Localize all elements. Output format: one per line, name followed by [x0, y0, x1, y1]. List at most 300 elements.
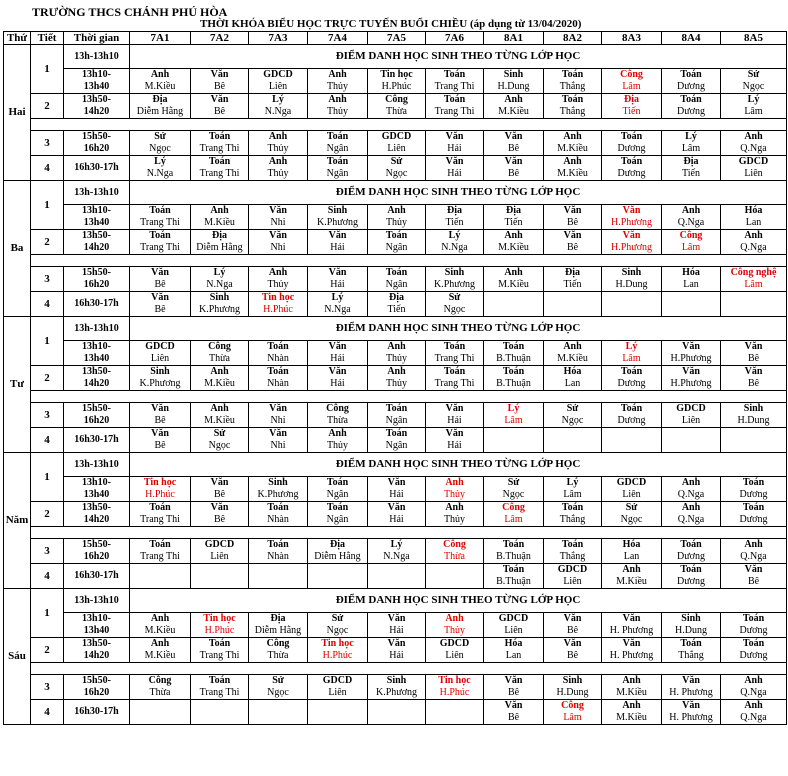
subject-cell: Văn	[308, 267, 368, 280]
time-slot: 13h-13h10	[64, 453, 130, 477]
teacher-cell: Thủy	[308, 106, 368, 119]
teacher-cell: Thừa	[191, 353, 249, 366]
teacher-cell: Dương	[662, 551, 721, 564]
teacher-cell: Liên	[426, 650, 484, 663]
subject-cell	[249, 564, 308, 577]
subject-cell: Anh	[426, 502, 484, 515]
time-slot	[64, 292, 130, 317]
teacher-cell: Bê	[721, 576, 787, 589]
teacher-cell: Tiến	[662, 168, 721, 181]
teacher-cell: H.Dung	[602, 279, 662, 292]
header-thu: Thứ	[4, 32, 31, 45]
teacher-cell	[368, 712, 426, 725]
teacher-cell: H.Phúc	[368, 81, 426, 94]
subject-cell: GDCD	[602, 477, 662, 490]
subject-cell: Toán	[308, 477, 368, 490]
period-number: 3	[31, 539, 64, 564]
teacher-cell	[484, 440, 544, 453]
separator-cell	[31, 663, 787, 675]
day-label: Sáu	[4, 589, 31, 725]
time-line: 15h50-	[82, 539, 111, 550]
subject-cell: Toán	[484, 539, 544, 552]
header-class: 7A5	[368, 32, 426, 45]
teacher-cell: Liên	[308, 687, 368, 700]
subject-cell: Toán	[721, 613, 787, 626]
teacher-cell: Ngân	[368, 242, 426, 255]
subject-cell: Anh	[426, 613, 484, 626]
subject-cell	[484, 428, 544, 441]
subject-cell: Địa	[602, 94, 662, 107]
subject-cell: Anh	[130, 69, 191, 82]
subject-cell: Sử	[308, 613, 368, 626]
separator-cell	[31, 119, 787, 131]
teacher-cell	[544, 440, 602, 453]
teacher-cell: Bê	[544, 242, 602, 255]
subject-cell: Toán	[662, 564, 721, 577]
time-line: 13h10-	[82, 205, 111, 216]
period-number: 2	[31, 366, 64, 391]
subject-cell: Anh	[130, 638, 191, 651]
subject-cell: Toán	[662, 638, 721, 651]
school-name: TRƯỜNG THCS CHÁNH PHÚ HÒA	[32, 5, 228, 19]
subject-cell: Anh	[662, 477, 721, 490]
subject-cell: Toán	[308, 502, 368, 515]
subject-row	[4, 675, 787, 688]
teacher-cell: M.Kiều	[602, 712, 662, 725]
teacher-cell: Thủy	[368, 353, 426, 366]
teacher-cell: Ngọc	[602, 514, 662, 527]
teacher-cell: K.Phương	[308, 217, 368, 230]
teacher-cell: Hải	[308, 242, 368, 255]
subject-cell: GDCD	[191, 539, 249, 552]
subject-cell	[191, 700, 249, 713]
subject-cell: Anh	[721, 675, 787, 688]
teacher-cell: Lan	[544, 378, 602, 391]
teacher-cell: Diễm Hằng	[191, 242, 249, 255]
teacher-cell: H.Phúc	[249, 304, 308, 317]
time-slot	[64, 403, 130, 428]
period-number: 1	[31, 45, 64, 94]
teacher-cell: Bê	[130, 415, 191, 428]
header-tiet: Tiết	[31, 32, 64, 45]
subject-cell: Toán	[602, 403, 662, 416]
subject-row	[4, 700, 787, 713]
teacher-cell: M.Kiều	[130, 650, 191, 663]
subject-row	[4, 539, 787, 552]
subject-row	[4, 230, 787, 243]
teacher-cell	[308, 712, 368, 725]
subject-cell: Địa	[130, 94, 191, 107]
time-line: 14h20	[83, 242, 110, 253]
subject-cell: Toán	[249, 539, 308, 552]
subject-row	[4, 292, 787, 305]
teacher-cell: Bê	[484, 712, 544, 725]
subject-cell: Văn	[368, 477, 426, 490]
teacher-cell: Ngọc	[484, 489, 544, 502]
subject-cell: Văn	[602, 205, 662, 218]
teacher-cell: Dương	[721, 514, 787, 527]
teacher-cell: Trang Thi	[130, 242, 191, 255]
teacher-cell: Diễm Hằng	[249, 625, 308, 638]
subject-cell	[249, 700, 308, 713]
subject-cell: Văn	[602, 638, 662, 651]
period-number: 3	[31, 131, 64, 156]
teacher-cell: Thắng	[544, 551, 602, 564]
subject-row	[4, 564, 787, 577]
subject-cell: Toán	[130, 205, 191, 218]
subject-cell: Văn	[368, 502, 426, 515]
subject-cell: Công	[484, 502, 544, 515]
teacher-cell: N.Nga	[368, 551, 426, 564]
header-class: 8A3	[602, 32, 662, 45]
teacher-cell: Diễm Hằng	[130, 106, 191, 119]
subject-cell: Văn	[426, 428, 484, 441]
teacher-cell: Bê	[191, 106, 249, 119]
teacher-cell: Ngọc	[130, 143, 191, 156]
period-number: 1	[31, 181, 64, 230]
subject-cell: Anh	[368, 341, 426, 354]
teacher-cell: Ngọc	[426, 304, 484, 317]
teacher-cell: M.Kiều	[130, 625, 191, 638]
subject-cell: Văn	[191, 69, 249, 82]
teacher-cell: Trang Thi	[426, 353, 484, 366]
time-line: 13h50-	[82, 230, 111, 241]
subject-cell: Văn	[368, 638, 426, 651]
teacher-cell: M.Kiều	[191, 378, 249, 391]
subject-cell	[308, 564, 368, 577]
subject-cell	[426, 564, 484, 577]
subject-cell: Toán	[544, 502, 602, 515]
subject-cell: Văn	[130, 292, 191, 305]
subject-row	[4, 69, 787, 82]
subject-cell: Địa	[426, 205, 484, 218]
subject-cell: Văn	[308, 366, 368, 379]
teacher-cell: Ngọc	[721, 81, 787, 94]
subject-cell: Lý	[602, 341, 662, 354]
subject-cell: Văn	[130, 267, 191, 280]
subject-cell: Địa	[662, 156, 721, 169]
teacher-cell: K.Phương	[191, 304, 249, 317]
time-line: 14h20	[83, 650, 110, 661]
header-class: 7A1	[130, 32, 191, 45]
period-number: 1	[31, 317, 64, 366]
teacher-cell: Lâm	[721, 106, 787, 119]
attendance-banner: ĐIỂM DANH HỌC SINH THEO TỪNG LỚP HỌC	[130, 589, 787, 613]
teacher-cell	[662, 304, 721, 317]
teacher-cell: Ngọc	[368, 168, 426, 181]
teacher-cell: Q.Nga	[721, 143, 787, 156]
header-class: 7A3	[249, 32, 308, 45]
teacher-cell: M.Kiều	[130, 81, 191, 94]
teacher-cell: N.Nga	[249, 106, 308, 119]
time-slot	[64, 230, 130, 255]
teacher-cell	[249, 712, 308, 725]
subject-cell: Văn	[544, 613, 602, 626]
subject-cell: Văn	[308, 230, 368, 243]
separator-row	[4, 527, 787, 539]
teacher-cell: Ngọc	[544, 415, 602, 428]
subject-cell: Toán	[484, 341, 544, 354]
subject-cell: Sinh	[249, 477, 308, 490]
teacher-cell: M.Kiều	[191, 217, 249, 230]
time-slot	[64, 539, 130, 564]
subject-cell: Tin học	[249, 292, 308, 305]
subject-cell: Toán	[426, 341, 484, 354]
subject-cell: Toán	[368, 267, 426, 280]
period-number: 2	[31, 94, 64, 119]
teacher-cell: Nhàn	[249, 551, 308, 564]
subject-row	[4, 477, 787, 490]
subject-cell: Sử	[544, 403, 602, 416]
teacher-cell: Dương	[662, 106, 721, 119]
subject-cell: Anh	[544, 341, 602, 354]
subject-cell: Sinh	[191, 292, 249, 305]
teacher-cell: Nhi	[249, 242, 308, 255]
subject-cell: Văn	[602, 613, 662, 626]
subject-cell	[721, 292, 787, 305]
subject-cell: Địa	[191, 230, 249, 243]
subject-cell: Văn	[662, 341, 721, 354]
period-number: 4	[31, 156, 64, 181]
subject-cell: Toán	[484, 564, 544, 577]
subject-cell: Văn	[249, 205, 308, 218]
subject-cell: Công	[544, 700, 602, 713]
subject-cell: Anh	[191, 403, 249, 416]
teacher-cell: Q.Nga	[721, 242, 787, 255]
teacher-cell: Lâm	[662, 242, 721, 255]
teacher-cell: Lâm	[602, 353, 662, 366]
teacher-cell	[130, 576, 191, 589]
teacher-cell: Q.Nga	[662, 217, 721, 230]
time-slot	[64, 69, 130, 94]
teacher-cell: Trang Thi	[130, 217, 191, 230]
subject-cell: Anh	[308, 428, 368, 441]
subject-row	[4, 267, 787, 280]
teacher-cell: Bê	[544, 217, 602, 230]
subject-cell: GDCD	[308, 675, 368, 688]
subject-cell: Hóa	[484, 638, 544, 651]
subject-cell: Lý	[249, 94, 308, 107]
attendance-banner: ĐIỂM DANH HỌC SINH THEO TỪNG LỚP HỌC	[130, 45, 787, 69]
teacher-cell: K.Phương	[426, 279, 484, 292]
subject-cell: Công	[130, 675, 191, 688]
teacher-cell: Nhàn	[249, 378, 308, 391]
teacher-cell: Tiến	[426, 217, 484, 230]
teacher-cell: Liên	[130, 353, 191, 366]
teacher-cell: Bê	[484, 687, 544, 700]
teacher-cell: Trang Thi	[191, 143, 249, 156]
time-line: 13h40	[83, 217, 110, 228]
subject-cell: Sinh	[721, 403, 787, 416]
time-slot: 13h-13h10	[64, 317, 130, 341]
teacher-cell	[191, 712, 249, 725]
subject-cell: Văn	[191, 502, 249, 515]
time-line: 15h50-	[82, 403, 111, 414]
teacher-cell: Hải	[308, 279, 368, 292]
time-line: 16h30-17h	[74, 162, 119, 173]
time-slot	[64, 94, 130, 119]
header-class: 7A4	[308, 32, 368, 45]
teacher-cell: Nhàn	[249, 514, 308, 527]
subject-cell: Toán	[426, 94, 484, 107]
teacher-cell: H.Phương	[602, 217, 662, 230]
teacher-cell: Thừa	[130, 687, 191, 700]
teacher-cell: Thủy	[368, 378, 426, 391]
time-line: 13h10-	[82, 341, 111, 352]
teacher-cell: Bê	[484, 168, 544, 181]
teacher-cell: B.Thuận	[484, 378, 544, 391]
period-number: 4	[31, 700, 64, 725]
subject-cell: Toán	[308, 131, 368, 144]
subject-cell: Văn	[249, 230, 308, 243]
subject-cell: Văn	[426, 403, 484, 416]
teacher-cell: Thừa	[249, 650, 308, 663]
teacher-cell: H. Phương	[662, 687, 721, 700]
separator-row	[4, 255, 787, 267]
teacher-cell: Bê	[130, 279, 191, 292]
teacher-cell: Trang Thi	[191, 168, 249, 181]
subject-cell: Văn	[426, 156, 484, 169]
subject-cell: Anh	[721, 131, 787, 144]
teacher-cell: Bê	[130, 304, 191, 317]
teacher-cell: Liên	[249, 81, 308, 94]
subject-cell: Lý	[662, 131, 721, 144]
teacher-cell: H. Phương	[662, 712, 721, 725]
header-class: 7A6	[426, 32, 484, 45]
subject-cell: Toán	[602, 131, 662, 144]
subject-cell: Văn	[544, 205, 602, 218]
teacher-cell	[249, 576, 308, 589]
teacher-cell: Lâm	[484, 514, 544, 527]
teacher-cell: Nhàn	[249, 353, 308, 366]
teacher-cell: Liên	[484, 625, 544, 638]
subject-cell: Sử	[484, 477, 544, 490]
time-line: 13h50-	[82, 366, 111, 377]
subject-cell: GDCD	[544, 564, 602, 577]
teacher-cell: M.Kiều	[484, 242, 544, 255]
subject-cell	[662, 428, 721, 441]
teacher-cell: Dương	[602, 415, 662, 428]
teacher-cell: Dương	[721, 489, 787, 502]
subject-cell: Văn	[130, 428, 191, 441]
subject-cell: Địa	[368, 292, 426, 305]
teacher-cell: Lâm	[602, 81, 662, 94]
teacher-cell: Dương	[602, 378, 662, 391]
teacher-cell: Bê	[130, 440, 191, 453]
subject-cell: Lý	[308, 292, 368, 305]
subject-cell: Anh	[191, 366, 249, 379]
time-line: 16h30-17h	[74, 570, 119, 581]
subject-cell: Anh	[484, 94, 544, 107]
attendance-row	[4, 45, 787, 69]
subject-cell: Anh	[308, 69, 368, 82]
subject-cell: GDCD	[249, 69, 308, 82]
teacher-cell: H.Phúc	[308, 650, 368, 663]
teacher-cell: M.Kiều	[602, 687, 662, 700]
teacher-cell: Bê	[721, 378, 787, 391]
subject-cell: Toán	[249, 341, 308, 354]
subject-cell: Toán	[191, 638, 249, 651]
attendance-row	[4, 181, 787, 205]
teacher-cell: H.Phúc	[426, 687, 484, 700]
teacher-cell: Lâm	[662, 143, 721, 156]
subject-cell: Toán	[368, 230, 426, 243]
subject-cell: Anh	[662, 502, 721, 515]
subject-cell: Công	[191, 341, 249, 354]
teacher-cell: M.Kiều	[544, 168, 602, 181]
subject-row	[4, 94, 787, 107]
subject-cell: Toán	[721, 502, 787, 515]
teacher-cell: Liên	[662, 415, 721, 428]
teacher-cell: K.Phương	[130, 378, 191, 391]
teacher-cell: Lan	[602, 551, 662, 564]
time-line: 13h40	[83, 81, 110, 92]
teacher-cell: Thủy	[426, 625, 484, 638]
subject-cell: Công	[249, 638, 308, 651]
time-slot	[64, 675, 130, 700]
subject-cell: Địa	[484, 205, 544, 218]
subject-cell: Sinh	[602, 267, 662, 280]
subject-cell: Anh	[544, 156, 602, 169]
subject-cell: Anh	[191, 205, 249, 218]
teacher-cell	[191, 576, 249, 589]
teacher-cell: Thừa	[368, 106, 426, 119]
teacher-cell: Ngân	[308, 168, 368, 181]
subject-cell: Sinh	[130, 366, 191, 379]
teacher-cell: Dương	[662, 81, 721, 94]
teacher-cell: Nhi	[249, 440, 308, 453]
teacher-cell: Liên	[544, 576, 602, 589]
teacher-cell: Thủy	[308, 440, 368, 453]
subject-cell: Văn	[130, 403, 191, 416]
header-class: 8A4	[662, 32, 721, 45]
subject-cell: Văn	[721, 366, 787, 379]
subject-cell: Tin học	[191, 613, 249, 626]
time-slot	[64, 477, 130, 502]
subject-cell: Toán	[544, 539, 602, 552]
teacher-cell: Lâm	[544, 712, 602, 725]
teacher-cell: Ngọc	[249, 687, 308, 700]
subject-cell: Sử	[191, 428, 249, 441]
time-line: 16h30-17h	[74, 298, 119, 309]
teacher-cell: Ngân	[308, 489, 368, 502]
page-title: THỜI KHÓA BIỂU HỌC TRỰC TUYẾN BUỔI CHIỀU (áp dụng từ 13/04/2020)	[200, 18, 582, 30]
teacher-cell: M.Kiều	[544, 143, 602, 156]
teacher-cell: H.Phương	[602, 242, 662, 255]
subject-cell: Anh	[249, 156, 308, 169]
subject-cell: Lý	[721, 94, 787, 107]
time-line: 15h50-	[82, 267, 111, 278]
time-slot: 13h-13h10	[64, 181, 130, 205]
time-line: 15h50-	[82, 131, 111, 142]
subject-cell: Lý	[484, 403, 544, 416]
time-slot	[64, 700, 130, 725]
time-slot: 13h-13h10	[64, 589, 130, 613]
teacher-cell: Q.Nga	[721, 687, 787, 700]
time-slot	[64, 564, 130, 589]
subject-cell: Toán	[602, 156, 662, 169]
subject-cell: Anh	[426, 477, 484, 490]
teacher-cell: Ngân	[368, 440, 426, 453]
time-line: 16h20	[83, 687, 110, 698]
teacher-cell: Thủy	[426, 489, 484, 502]
teacher-cell: Lâm	[721, 279, 787, 292]
subject-cell	[662, 292, 721, 305]
time-line: 13h10-	[82, 69, 111, 80]
teacher-cell: Liên	[368, 143, 426, 156]
subject-cell: Hóa	[544, 366, 602, 379]
teacher-cell: Bê	[484, 143, 544, 156]
